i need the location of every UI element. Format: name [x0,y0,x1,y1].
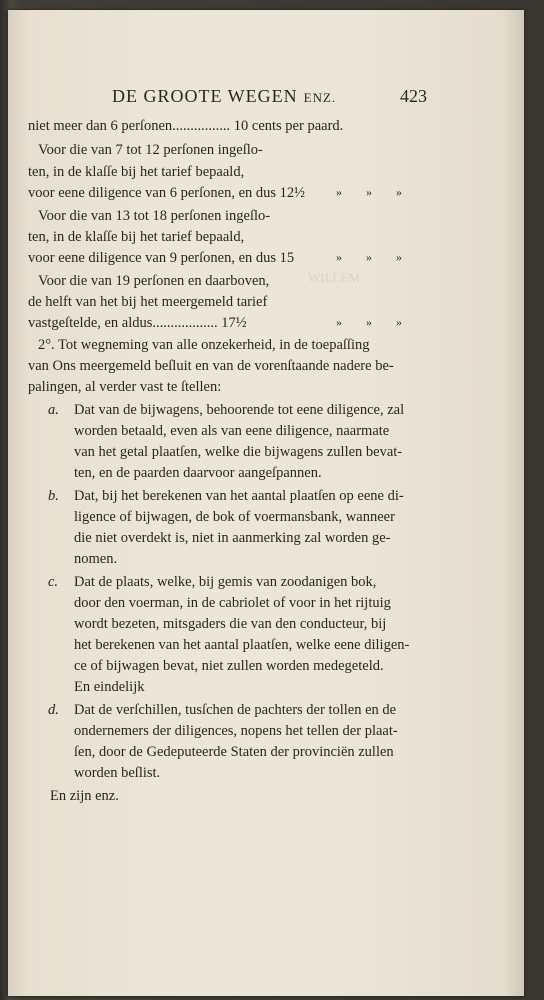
text-line: wordt bezeten, mitsgaders die van den conducteur, bij [74,616,387,632]
text-line: door den voerman, in de cabriolet of voor in het rijtuig [74,595,391,611]
running-title: DE GROOTE WEGEN [112,86,298,106]
text-line: Dat de plaats, welke, bij gemis van zoodanigen bok, [74,574,377,590]
text-line: Dat, bij het berekenen van het aantal plaatſen op eene di- [74,488,404,504]
page-number: 423 [400,86,427,106]
ditto-mark: » [366,250,372,264]
ditto-mark: » [366,315,372,329]
closing-line: En zijn enz. [50,788,119,804]
item-marker-d: d. [48,702,59,718]
ditto-mark: » [336,185,342,199]
ditto-mark: » [336,315,342,329]
ditto-mark: » [336,250,342,264]
book-page [8,10,524,996]
text-line: Dat de verſchillen, tusſchen de pachters der tollen en de [74,702,397,718]
text-line: niet meer dan 6 perſonen................ 10 cents per paard. [28,118,344,134]
text-line: van het getal plaatſen, welke die bijwagens zullen bevat- [74,444,403,460]
running-title-abbr: ENZ. [303,90,337,105]
item-marker-b: b. [48,488,59,504]
ditto-mark: » [396,315,402,329]
text-line: vastgeſtelde, en aldus.................. 17½ [28,315,247,331]
text-line: het berekenen van het aantal plaatſen, welke eene diligen- [74,637,410,653]
text-line: Voor die van 13 tot 18 perſonen ingeſlo- [38,208,271,224]
text-line: ligence of bijwagen, de bok of voermansbank, wanneer [74,509,395,525]
text-line: 2°. Tot wegneming van alle onzekerheid, in de toepaſſing [38,337,370,353]
text-line: palingen, al verder vast te ſtellen: [28,379,222,395]
bleed-through: WILLEM [308,270,360,285]
text-line: Voor die van 7 tot 12 perſonen ingeſlo- [38,142,263,158]
text-line: En eindelijk [74,679,145,695]
item-marker-a: a. [48,402,59,418]
text-line: voor eene diligence van 6 perſonen, en dus 12½ [28,185,306,201]
running-header [112,86,414,110]
text-line: ten, in de klaſſe bij het tarief bepaald, [28,164,245,180]
text-line: voor eene diligence van 9 perſonen, en dus 15 [28,250,295,266]
ditto-mark: » [396,250,402,264]
text-line: ten, en de paarden daarvoor aangeſpannen. [74,465,322,481]
text-line: worden betaald, even als van eene diligence, naarmate [74,423,390,439]
text-line: de helft van het bij het meergemeld tarief [28,294,268,310]
text-line: ten, in de klaſſe bij het tarief bepaald, [28,229,245,245]
item-marker-c: c. [48,574,59,590]
text-line: worden beſlist. [74,765,161,781]
text-line: nomen. [74,551,118,567]
text-line: Voor die van 19 perſonen en daarboven, [38,273,270,289]
text-line: ondernemers der diligences, nopens het tellen der plaat- [74,723,398,739]
text-line: ſen, door de Gedeputeerde Staten der provinciën zullen [74,744,394,760]
text-line: ce of bijwagen bevat, niet zullen worden medegeteld. [74,658,384,674]
ditto-mark: » [366,185,372,199]
text-line: Dat van de bijwagens, behoorende tot eene diligence, zal [74,402,405,418]
text-line: van Ons meergemeld beſluit en van de vorenſtaande nadere be- [28,358,394,374]
ditto-mark: » [396,185,402,199]
text-line: die niet overdekt is, niet in aanmerking zal worden ge- [74,530,391,546]
